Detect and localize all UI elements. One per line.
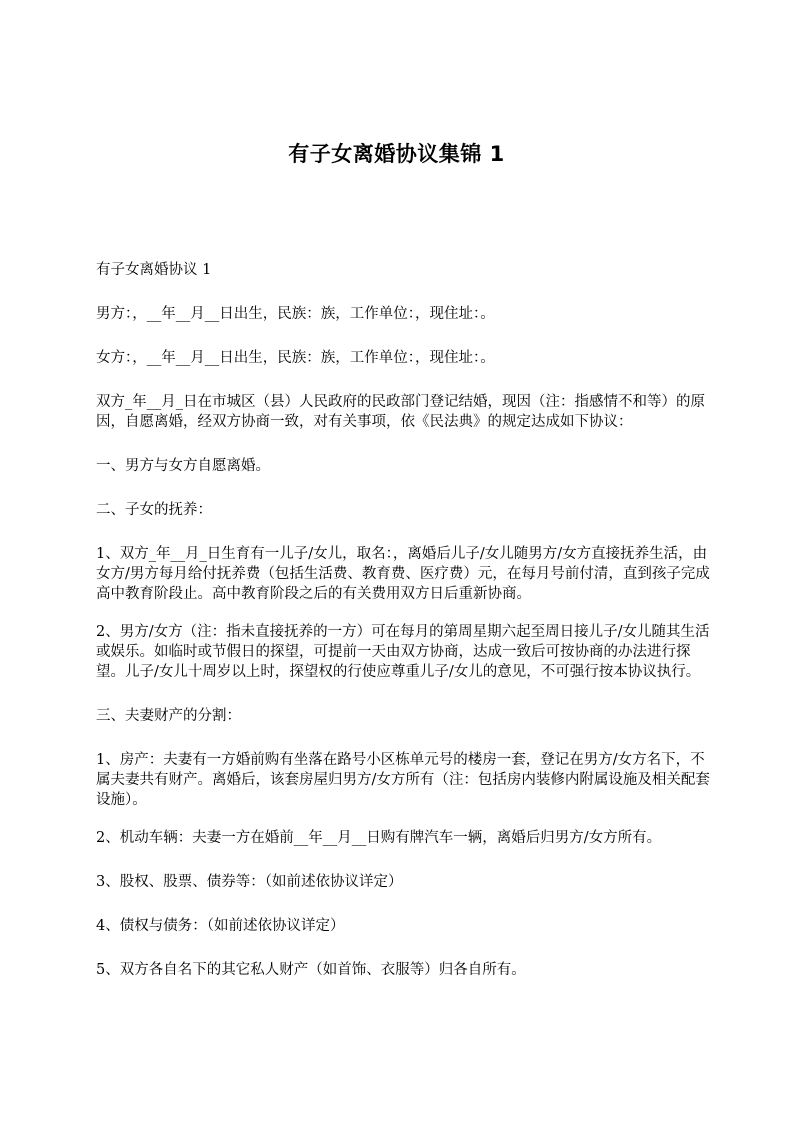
paragraph-section-3-heading: 三、夫妻财产的分割： [96,708,241,724]
paragraph-visitation: 2、男方/女方（注：指未直接抚养的一方）可在每月的第周星期六起至周日接儿子/女儿随其生活或娱乐。如临时或节假日的探望，可提前一天由双方协商，达成一致后可按协商的办法进行探望。儿子/女儿十周岁以上时，探望权的行使应尊重儿子/女儿的意见，不可强行按本协议执行。 [96,624,710,680]
paragraph-property-vehicle: 2、机动车辆：夫妻一方在婚前__年__月__日购有牌汽车一辆，离婚后归男方/女方所有。 [96,830,662,846]
paragraph-child-custody: 1、双方_年__月_日生育有一儿子/女儿，取名：，离婚后儿子/女儿随男方/女方直接抚养生活，由女方/男方每月给付抚养费（包括生活费、教育费、医疗费）元，在每月号前付清，直到孩子完成高中教育阶段止。高中教育阶段之后的有关费用双方日后重新协商。 [96,546,710,602]
paragraph-male-party: 男方：，__年__月__日出生，民族：族，工作单位：，现住址：。 [96,306,495,322]
paragraph-property-personal: 5、双方各自名下的其它私人财产（如首饰、衣服等）归各自所有。 [96,962,526,978]
paragraph-clause-1: 一、男方与女方自愿离婚。 [96,458,270,474]
paragraph-property-debts: 4、债权与债务：（如前述依协议详定） [96,918,345,934]
paragraph-property-stocks: 3、股权、股票、债券等：（如前述依协议详定） [96,874,403,890]
document-body [96,260,716,1004]
paragraph-property-house: 1、房产：夫妻有一方婚前购有坐落在路号小区栋单元号的楼房一套，登记在男方/女方名下，不属夫妻共有财产。离婚后，该套房屋归男方/女方所有（注：包括房内装修内附属设施及相关配套设施）。 [96,752,710,808]
paragraph-marriage-statement: 双方_年__月_日在市城区（县）人民政府的民政部门登记结婚，现因（注：指感情不和等）的原因，自愿离婚，经双方协商一致，对有关事项，依《民法典》的规定达成如下协议： [96,394,705,430]
paragraph-section-2-heading: 二、子女的抚养： [96,502,212,518]
paragraph-subtitle: 有子女离婚协议 1 [96,262,212,278]
paragraph-female-party: 女方：，__年__月__日出生，民族：族，工作单位：，现住址：。 [96,350,495,366]
document-title: 有子女离婚协议集锦 1 [288,142,505,166]
